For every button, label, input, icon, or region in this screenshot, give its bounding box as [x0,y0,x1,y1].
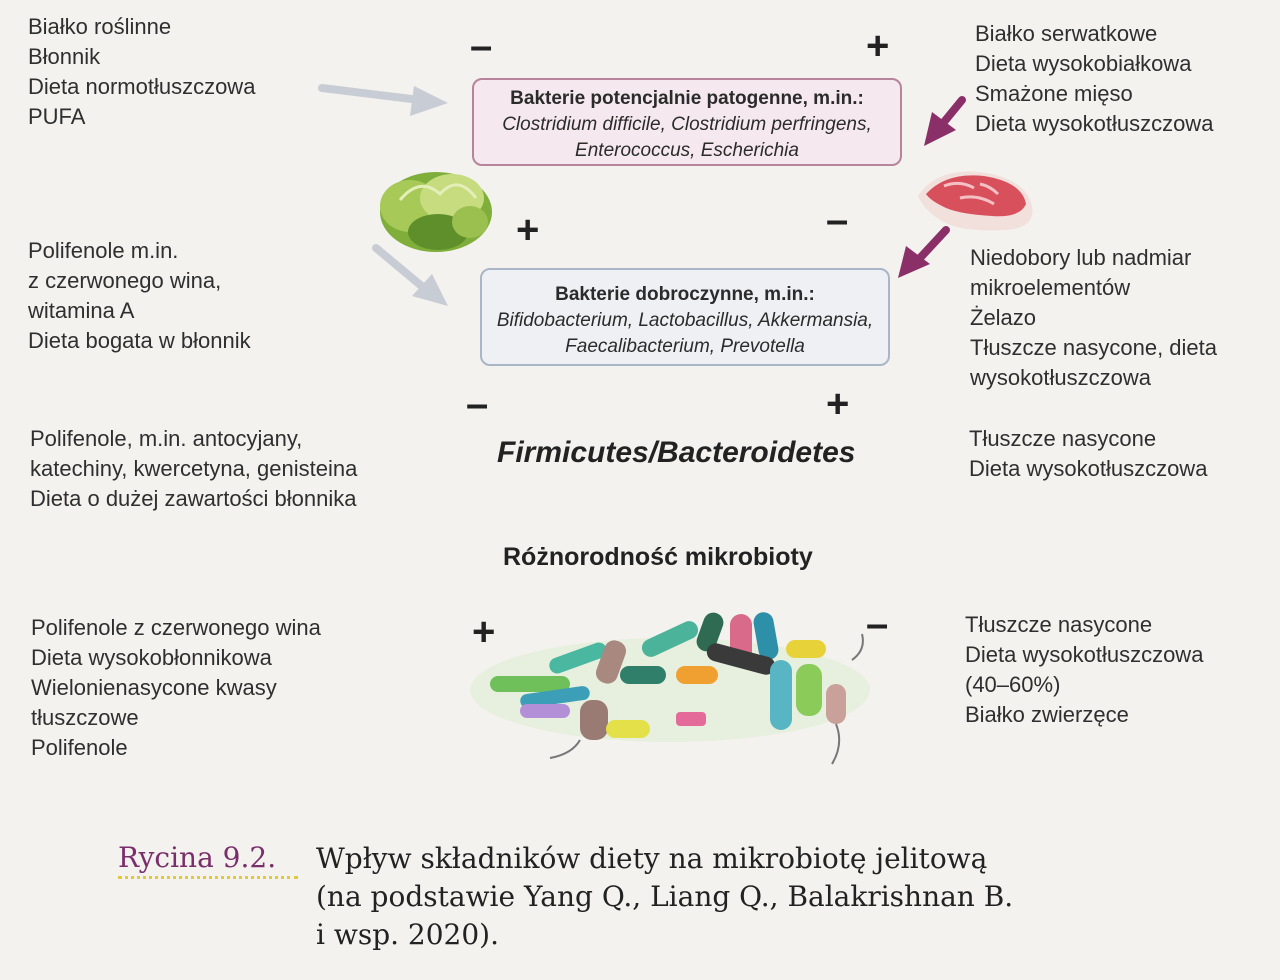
lettuce-icon [380,172,492,252]
list-item: Tłuszcze nasycone [969,426,1157,451]
list-item: Tłuszcze nasycone [965,612,1153,637]
arrow-right-row2 [898,230,946,278]
beneficial-box-line1: Bifidobacterium, Lactobacillus, Akkermansia, [496,310,874,331]
list-item: Polifenole m.in. [28,238,179,263]
list-item: Dieta normotłuszczowa [28,74,256,99]
list-item: Dieta wysokobiałkowa [975,51,1192,76]
list-item: Polifenole [31,735,128,760]
list-item: Wielonienasycone kwasy [31,675,277,700]
row4-sign-left: + [472,610,496,654]
list-item: Polifenole, m.in. antocyjany, [30,426,303,451]
list-item: Polifenole z czerwonego wina [31,615,321,640]
caption-text [316,840,1013,954]
list-item: Smażone mięso [975,81,1133,106]
list-item: Dieta wysokobłonnikowa [31,645,272,670]
list-item: tłuszczowe [31,705,139,730]
row3-sign-left: – [466,382,489,426]
row1-sign-left: – [470,24,493,68]
list-item: Dieta bogata w błonnik [28,328,251,353]
row3-sign-right: + [826,382,850,426]
list-item: Białko serwatkowe [975,21,1158,46]
meat-icon [918,172,1032,231]
list-item: PUFA [28,104,86,129]
list-item: Dieta wysokotłuszczowa [965,642,1204,667]
list-item: Tłuszcze nasycone, dieta [970,335,1218,360]
list-item: Niedobory lub nadmiar [970,245,1192,270]
beneficial-box-line2: Faecalibacterium, Prevotella [565,336,805,357]
caption-label: Rycina 9.2. [118,841,277,874]
list-item: Błonnik [28,44,101,69]
beneficial-box-title: Bakterie dobroczynne, m.in.: [555,284,815,305]
arrow-left-row1 [322,86,448,116]
row2-sign-left: + [516,208,540,252]
row1-sign-right: + [866,24,890,68]
row2-sign-right: – [826,198,849,242]
list-item: z czerwonego wina, [28,268,222,293]
pathogenic-box-line1: Clostridium difficile, Clostridium perfringens, [502,114,872,135]
list-item: Białko zwierzęce [965,702,1129,727]
list-item: wysokotłuszczowa [970,365,1151,390]
list-item: Dieta o dużej zawartości błonnika [30,486,357,511]
caption-line2: (na podstawie Yang Q., Liang Q., Balakrishnan B. [316,880,1014,913]
caption-label-underline [118,876,298,879]
list-item: Dieta wysokotłuszczowa [969,456,1208,481]
diversity-title: Różnorodność mikrobioty [503,543,813,571]
list-item: (40–60%) [965,672,1061,697]
list-item: katechiny, kwercetyna, genisteina [30,456,358,481]
list-item: witamina A [28,298,135,323]
list-item: Białko roślinne [28,14,172,39]
pathogenic-box-title: Bakterie potencjalnie patogenne, m.in.: [510,88,864,109]
pathogenic-box-line2: Enterococcus, Escherichia [575,140,799,161]
caption-line3: i wsp. 2020). [316,918,499,951]
list-item: Dieta wysokotłuszczowa [975,111,1214,136]
list-item: mikroelementów [970,275,1131,300]
firmicutes-bacteroidetes-title: Firmicutes/Bacteroidetes [497,436,856,469]
list-item: Żelazo [970,305,1037,330]
bacteria-cluster-icon [470,610,870,764]
arrow-right-row1 [924,100,962,146]
caption-line1: Wpływ składników diety na mikrobiotę jelitową [316,842,988,875]
row4-sign-right: – [866,602,889,646]
arrow-left-row2 [376,248,448,306]
